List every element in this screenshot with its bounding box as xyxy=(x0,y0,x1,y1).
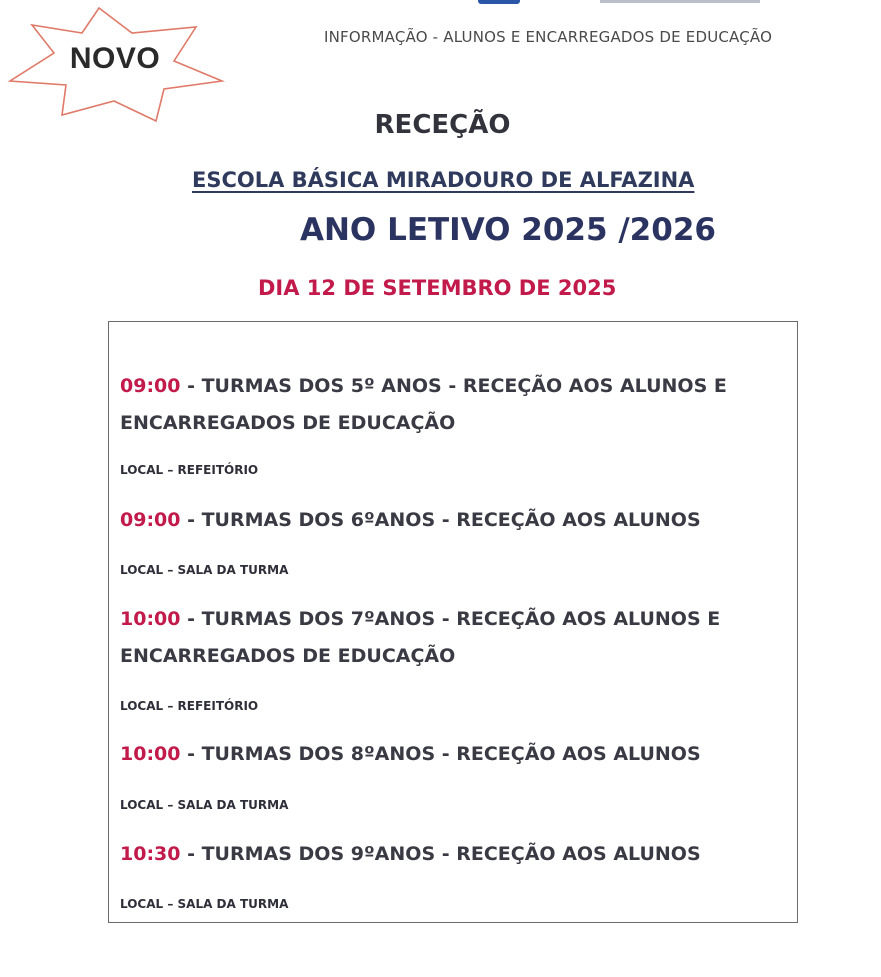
logo-fragment xyxy=(478,0,520,4)
novo-badge xyxy=(4,5,226,123)
schedule-box xyxy=(108,321,798,923)
session-line xyxy=(120,601,780,675)
session-description: - TURMAS DOS 9ºANOS - RECEÇÃO AOS ALUNOS xyxy=(180,843,701,865)
school-name: ESCOLA BÁSICA MIRADOURO DE ALFAZINA xyxy=(192,168,695,192)
session-time: 10:00 xyxy=(120,608,181,630)
session-description: - TURMAS DOS 6ºANOS - RECEÇÃO AOS ALUNOS xyxy=(180,509,701,531)
session-location: LOCAL – SALA DA TURMA xyxy=(120,798,289,812)
event-date: DIA 12 DE SETEMBRO DE 2025 xyxy=(258,276,617,300)
title-text: RECEÇÃO xyxy=(374,110,511,140)
session-location: LOCAL – REFEITÓRIO xyxy=(120,699,259,713)
logo-caption-fragment xyxy=(600,0,760,3)
session-line xyxy=(120,368,780,442)
school-year: ANO LETIVO 2025 /2026 xyxy=(300,212,716,248)
session-time: 10:00 xyxy=(120,743,181,765)
session-description: - TURMAS DOS 8ºANOS - RECEÇÃO AOS ALUNOS xyxy=(180,743,701,765)
session-line xyxy=(120,502,780,539)
info-header: INFORMAÇÃO - ALUNOS E ENCARREGADOS DE EDUCAÇÃO xyxy=(324,28,773,46)
session-time: 09:00 xyxy=(120,509,181,531)
session-line xyxy=(120,736,780,773)
session-time: 09:00 xyxy=(120,375,181,397)
session-line xyxy=(120,836,780,873)
session-description: - TURMAS DOS 7ºANOS - RECEÇÃO AOS ALUNOS E ENCARREGADOS DE EDUCAÇÃO xyxy=(120,608,721,667)
session-location: LOCAL – SALA DA TURMA xyxy=(120,563,289,577)
badge-label: NOVO xyxy=(69,42,161,75)
session-location: LOCAL – REFEITÓRIO xyxy=(120,463,259,477)
session-description: - TURMAS DOS 5º ANOS - RECEÇÃO AOS ALUNOS E ENCARREGADOS DE EDUCAÇÃO xyxy=(120,375,727,434)
page-title xyxy=(0,110,881,140)
session-time: 10:30 xyxy=(120,843,181,865)
session-location: LOCAL – SALA DA TURMA xyxy=(120,897,289,911)
